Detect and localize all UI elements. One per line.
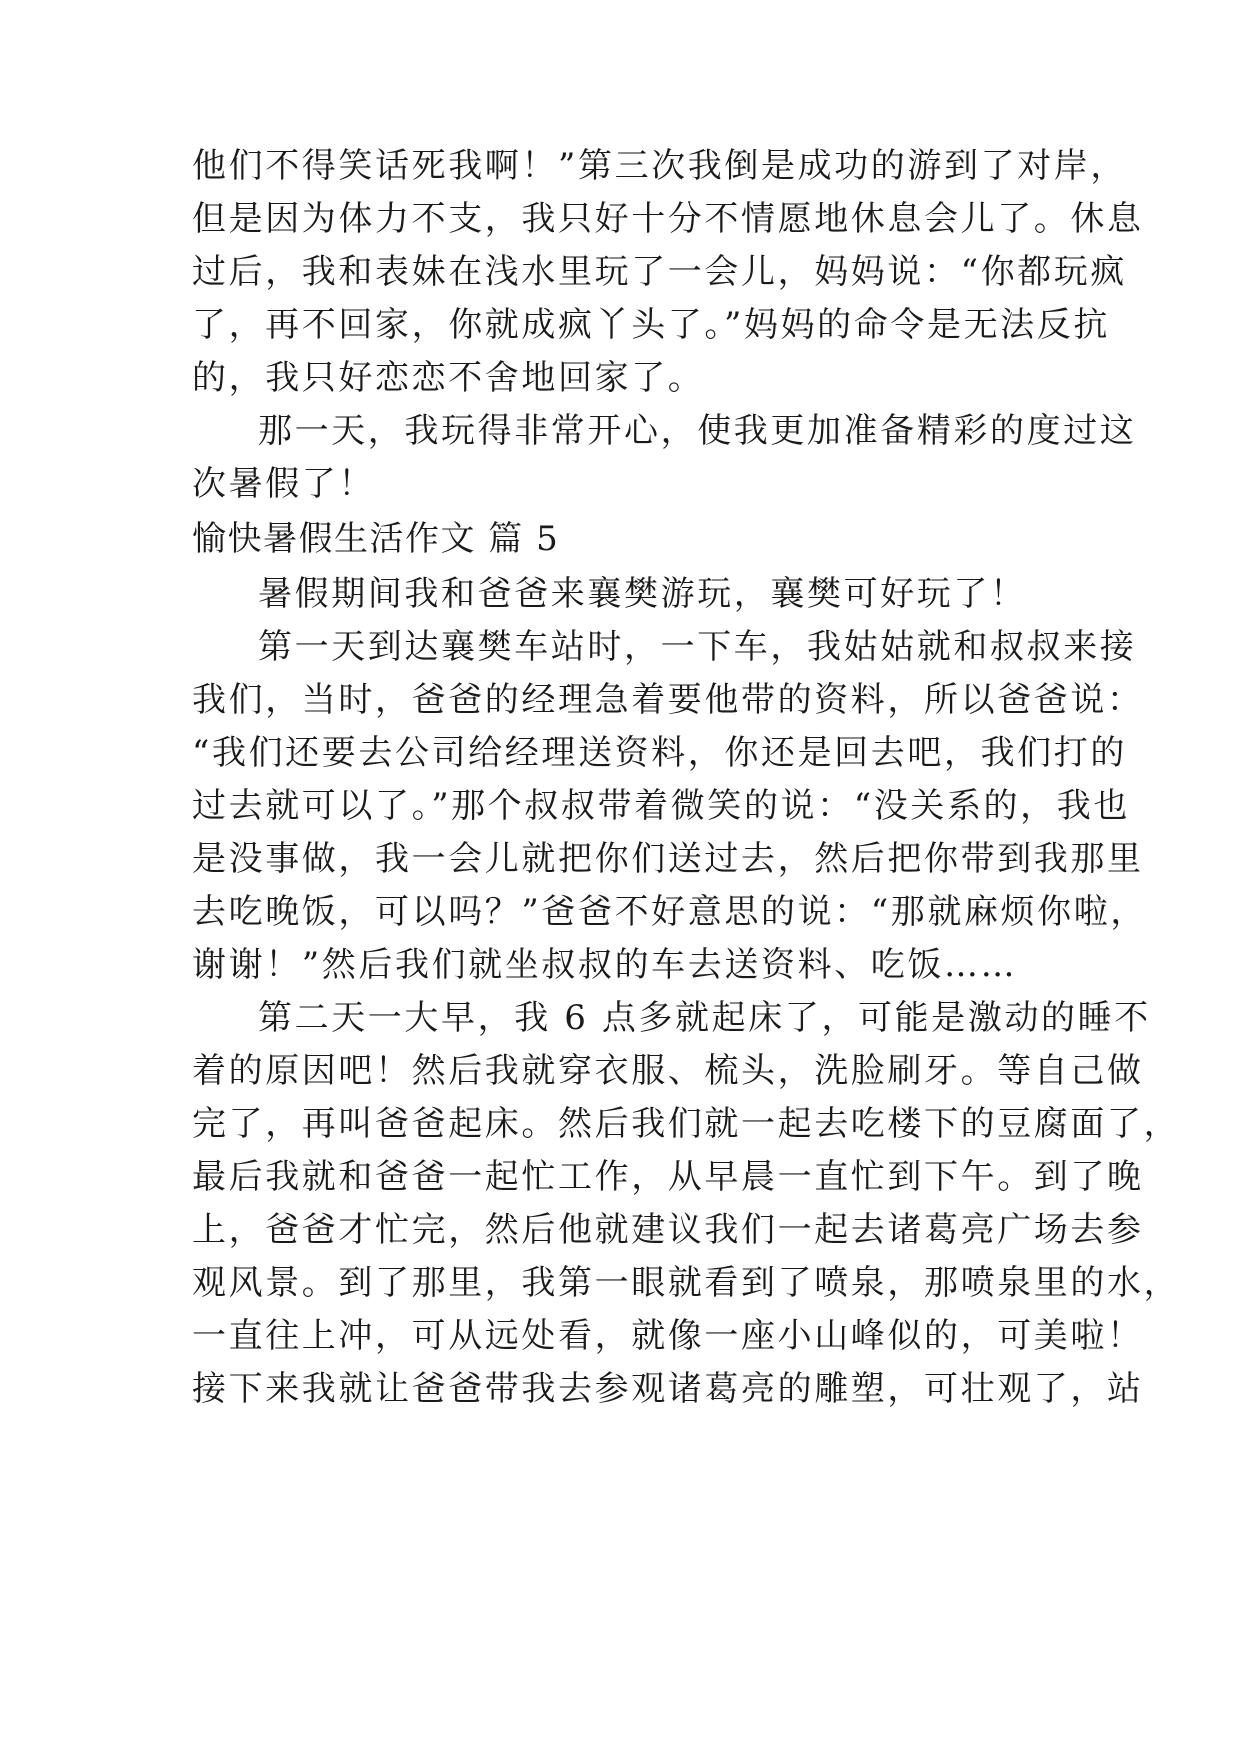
text-line: 一直往上冲，可从远处看，就像一座小山峰似的，可美啦！ [192, 1316, 1144, 1356]
text-line: 上，爸爸才忙完，然后他就建议我们一起去诸葛亮广场去参 [192, 1210, 1144, 1250]
text-line: 的，我只好恋恋不舍地回家了。 [192, 358, 705, 398]
text-line: 去吃晚饭，可以吗？”爸爸不好意思的说：“那就麻烦你啦， [192, 892, 1147, 932]
text-line: 谢谢！”然后我们就坐叔叔的车去送资料、吃饭…… [192, 945, 1018, 985]
text-line: 但是因为体力不支，我只好十分不情愿地休息会儿了。休息 [192, 199, 1144, 239]
paragraph-start-line: 第二天一大早，我 6 点多就起床了，可能是激动的睡不 [258, 998, 1151, 1038]
text-line: 了，再不回家，你就成疯丫头了。”妈妈的命令是无法反抗 [192, 305, 1110, 345]
text-line: 着的原因吧！然后我就穿衣服、梳头，洗脸刷牙。等自己做 [192, 1051, 1144, 1091]
text-line: 过去就可以了。”那个叔叔带着微笑的说：“没关系的，我也 [192, 786, 1130, 826]
text-line: 次暑假了！ [192, 464, 375, 504]
text-line: 最后我就和爸爸一起忙工作，从早晨一直忙到下午。到了晚 [192, 1157, 1144, 1197]
paragraph-start-line: 第一天到达襄樊车站时，一下车，我姑姑就和叔叔来接 [258, 627, 1137, 667]
text-line: 他们不得笑话死我啊！”第三次我倒是成功的游到了对岸， [192, 146, 1127, 186]
paragraph-start-line: 那一天，我玩得非常开心，使我更加准备精彩的度过这 [258, 411, 1137, 451]
text-line: 接下来我就让爸爸带我去参观诸葛亮的雕塑，可壮观了，站 [192, 1369, 1144, 1409]
text-line: 过后，我和表妹在浅水里玩了一会儿，妈妈说：“你都玩疯 [192, 252, 1127, 292]
text-line: “我们还要去公司给经理送资料，你还是回去吧，我们打的 [192, 733, 1127, 773]
text-line: 观风景。到了那里，我第一眼就看到了喷泉，那喷泉里的水， [192, 1263, 1181, 1303]
text-line: 完了，再叫爸爸起床。然后我们就一起去吃楼下的豆腐面了， [192, 1104, 1181, 1144]
section-heading: 愉快暑假生活作文 篇 5 [192, 519, 560, 559]
text-line: 我们，当时，爸爸的经理急着要他带的资料，所以爸爸说： [192, 680, 1144, 720]
text-line: 是没事做，我一会儿就把你们送过去，然后把你带到我那里 [192, 839, 1144, 879]
paragraph-start-line: 暑假期间我和爸爸来襄樊游玩，襄樊可好玩了！ [258, 574, 1027, 614]
